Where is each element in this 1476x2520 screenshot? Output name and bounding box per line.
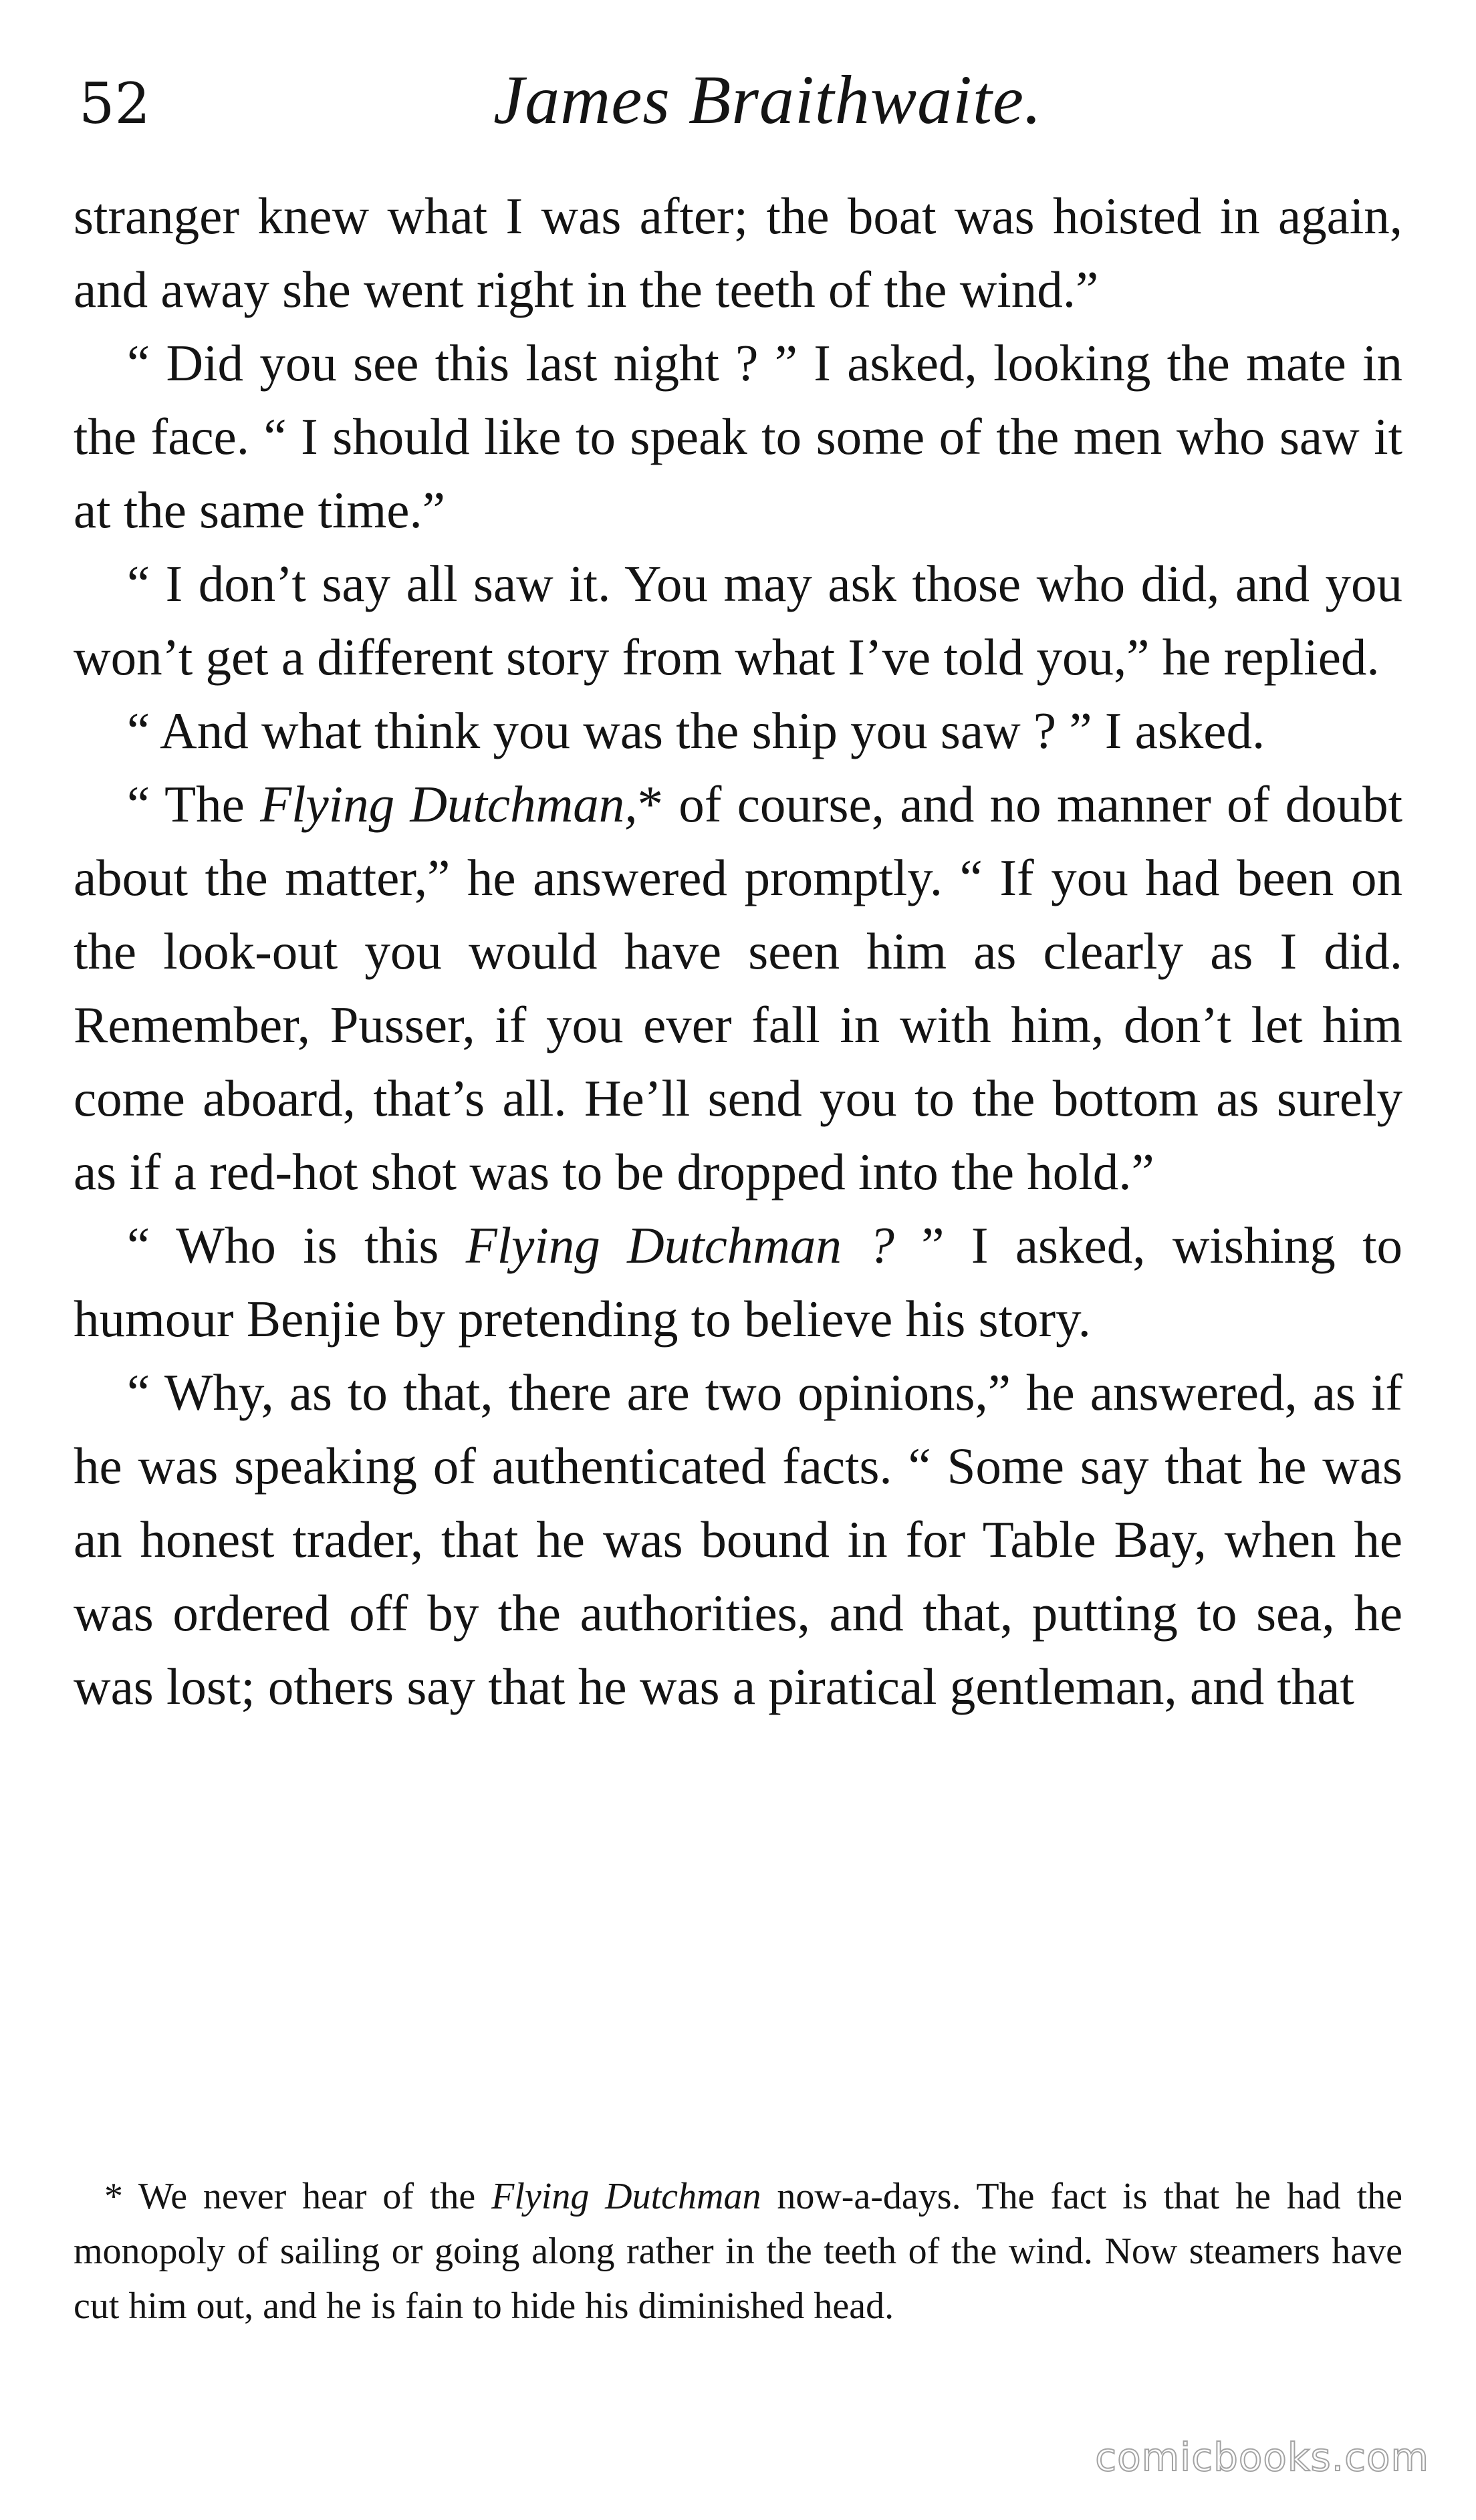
page-header (79, 61, 1416, 150)
footnote (74, 2169, 1402, 2334)
italic-ship-name: Flying Dutchman (491, 2176, 761, 2217)
paragraph (74, 694, 1402, 767)
text-run: * We never hear of the (104, 2176, 492, 2217)
paragraph-continuation (74, 179, 1402, 326)
text-run: “ Why, as to that, there are two opinions,” he answered, as if he was speaking of authenticated facts. “ Some say that he was an honest trader, that he was bound in for Table Bay, when he was ordered off by the authorities, and that, putting to sea, he was lost; others say that he was a piratical gentleman, and that (74, 1364, 1402, 1715)
running-title: James Braithwaite. (493, 61, 1043, 138)
paragraph (74, 1356, 1402, 1723)
text-run: now-a-days. The fact is that he had the monopoly of sailing or going along rather in the teeth of the wind. Now steamers have cut him out, and he is fain to hide his diminished head. (74, 2176, 1402, 2327)
paragraph (74, 547, 1402, 694)
watermark: comicbooks.com (1095, 2434, 1429, 2480)
text-run: ” I asked, wishing to humour Benjie by pretending to believe his story. (74, 1217, 1403, 1348)
paragraph (74, 326, 1402, 547)
text-run: “ Did you see this last night ? ” I asked, looking the mate in the face. “ I should like to speak to some of the men who saw it at the same time.” (74, 334, 1402, 539)
body-text (74, 179, 1402, 1723)
text-run: “ And what think you was the ship you saw ? ” I asked. (127, 702, 1265, 759)
text-run: “ Who is this (127, 1217, 466, 1274)
footnote-text (74, 2169, 1402, 2334)
paragraph (74, 1209, 1402, 1356)
italic-ship-name: Flying Dutchman ? (465, 1217, 894, 1274)
text-run: * of course, and no manner of doubt about the matter,” he answered promptly. “ If you had been on the look-out you would have seen him as clearly as I did. Remember, Pusser, if you ever fall in with him, don’t let him come aboard, that’s all. He’ll send you to the bottom as surely as if a red-hot shot was to be dropped into the hold.” (74, 775, 1403, 1201)
page-number: 52 (79, 71, 150, 136)
text-run: “ The (127, 775, 261, 833)
text-run: “ I don’t say all saw it. You may ask those who did, and you won’t get a different story from what I’ve told you,” he replied. (74, 555, 1402, 686)
italic-ship-name: Flying Dutchman, (260, 775, 638, 833)
text-run: stranger knew what I was after; the boat was hoisted in again, and away she went right in the teeth of the wind.” (74, 187, 1402, 318)
paragraph (74, 767, 1402, 1209)
